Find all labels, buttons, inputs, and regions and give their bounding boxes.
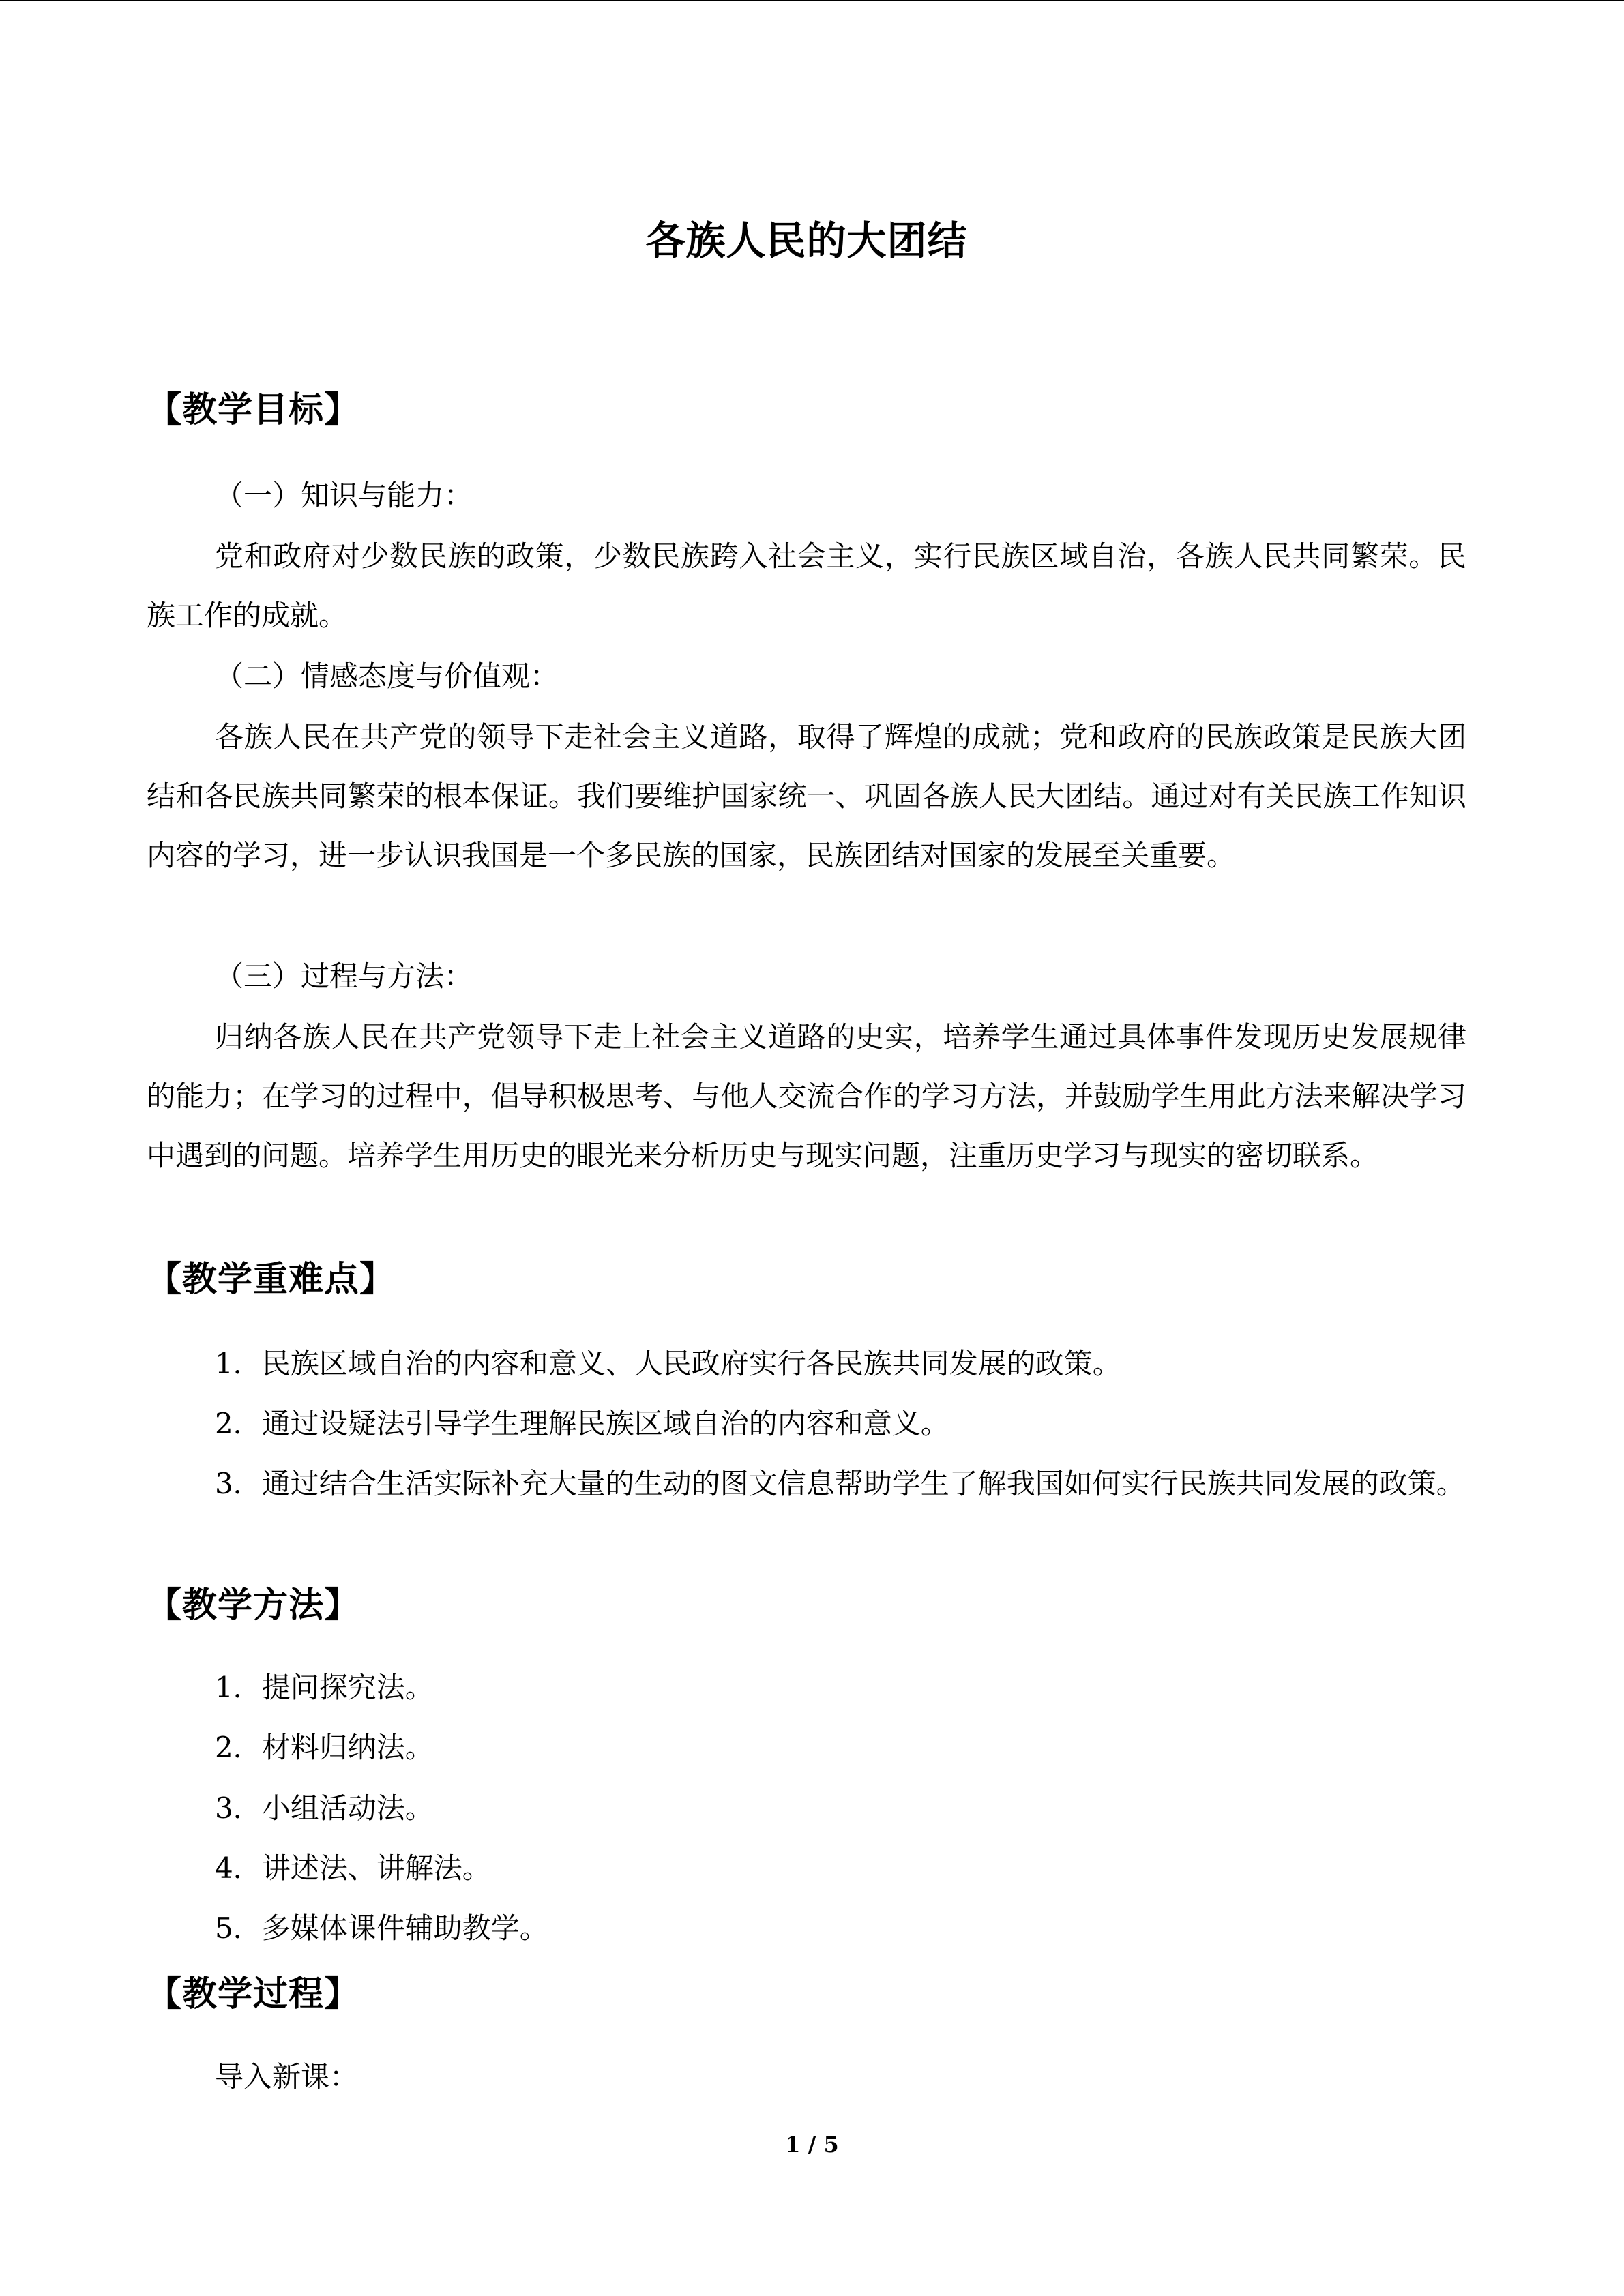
document-title: 各族人民的大团结 — [645, 218, 968, 264]
paragraph-emotion-values: 各族人民在共产党的领导下走社会主义道路，取得了辉煌的成就；党和政府的民族政策是民族大团结和各民族共同繁荣的根本保证。我们要维护国家统一、巩固各族人民大团结。通过对有关民族工作知识内容的学习，进一步认识我国是一个多民族的国家，民族团结对国家的发展至关重要。 — [147, 720, 1466, 872]
list-item-method-5: 5．多媒体课件辅助教学。 — [215, 1911, 548, 1945]
list-item-keypoint-3: 3．通过结合生活实际补充大量的生动的图文信息帮助学生了解我国如何实行民族共同发展的政策。 — [215, 1467, 1465, 1500]
list-item-method-2: 2．材料归纳法。 — [215, 1731, 434, 1764]
section-heading-process: 【教学过程】 — [147, 1974, 360, 2014]
list-item-method-1: 1．提问探究法。 — [215, 1671, 434, 1704]
list-item-keypoint-1: 1．民族区域自治的内容和意义、人民政府实行各民族共同发展的政策。 — [215, 1347, 1121, 1380]
subheading-knowledge-ability: （一）知识与能力： — [215, 479, 473, 512]
subheading-emotion-values: （二）情感态度与价值观： — [215, 659, 559, 693]
top-border-line — [0, 0, 1624, 1]
paragraph-knowledge-ability: 党和政府对少数民族的政策，少数民族跨入社会主义，实行民族区域自治，各族人民共同繁荣。民族工作的成就。 — [147, 539, 1466, 632]
section-heading-objectives: 【教学目标】 — [147, 390, 360, 430]
subheading-process-method: （三）过程与方法： — [215, 959, 473, 993]
section-heading-methods: 【教学方法】 — [147, 1585, 360, 1626]
process-intro-text: 导入新课： — [215, 2060, 359, 2093]
list-item-method-4: 4．讲述法、讲解法。 — [215, 1851, 491, 1885]
paragraph-process-method: 归纳各族人民在共产党领导下走上社会主义道路的史实，培养学生通过具体事件发现历史发展规律的能力；在学习的过程中，倡导积极思考、与他人交流合作的学习方法，并鼓励学生用此方法来解决学习中遇到的问题。培养学生用历史的眼光来分析历史与现实问题，注重历史学习与现实的密切联系。 — [147, 1020, 1466, 1172]
list-item-keypoint-2: 2．通过设疑法引导学生理解民族区域自治的内容和意义。 — [215, 1407, 949, 1440]
section-heading-keypoints: 【教学重难点】 — [147, 1259, 396, 1300]
page-number: 1 / 5 — [785, 2132, 839, 2158]
list-item-method-3: 3．小组活动法。 — [215, 1791, 434, 1825]
